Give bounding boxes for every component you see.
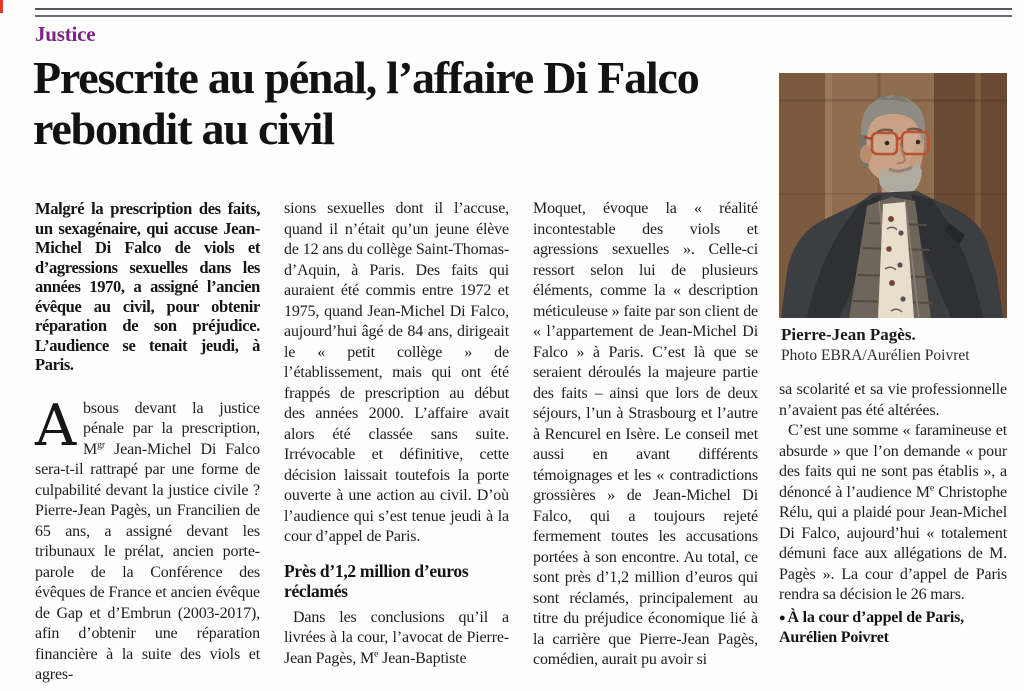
body-paragraph-col2b xyxy=(284,608,509,670)
body-paragraph-col2: sions sexuelles dont il l’accuse, quand il n’était qu’un jeune élève de 12 ans du collège Saint-Thomas-d’Aquin, à Paris. Des faits qui auraient été commis entre 1972 et 1975, quand Jean-Michel Di Falco, aujourd’hui âgé de 84 ans, dirigeait le « petit collège » de l’établissement, mais qui ont été frappés de prescription au début des années 2000. L’affaire avait alors été classée sans suite. Irrévocable et définitive, cette décision laissait toutefois la porte ouverte à une action au civil. D’où l’audience qui s’est tenue jeudi à la cour d’appel de Paris. xyxy=(284,200,509,545)
col2b-superscript: e xyxy=(374,648,379,660)
col1-superscript: gr xyxy=(97,439,106,451)
column-2 xyxy=(284,199,509,669)
col2b-text-post: Jean-Baptiste xyxy=(378,649,467,667)
body-paragraph-col4a: sa scolarité et sa vie professionnelle n’avaient pas été altérées. xyxy=(779,381,1007,419)
drop-cap: A xyxy=(35,392,77,459)
col2b-text-pre: Dans les conclusions qu’il a livrées à la cour, l’avocat de Pierre-Jean Pagès, M xyxy=(284,608,509,667)
portrait-photo xyxy=(779,73,1007,318)
byline-text: À la cour d’appel de Paris, Aurélien Poivret xyxy=(779,608,964,646)
article-headline: Prescrite au pénal, l’affaire Di Falco rebondit au civil xyxy=(33,52,699,154)
col1-text-post: Jean-Michel Di Falco sera-t-il rattrapé par une forme de culpabilité devant la justice civile ? Pierre-Jean Pagès, un Francilien de 65 ans, a assigné devant les tribunaux le prélat, ancien porte-parole de la Conférence des évêques de France et ancien évêque de Gap et d’Embrun (2003-2017), afin d’obtenir une réparation financière à la suite des viols et agres- xyxy=(35,440,260,683)
col4b-superscript: e xyxy=(929,482,935,494)
column-4 xyxy=(779,73,1007,664)
body-paragraph-col1 xyxy=(35,392,260,686)
col1-text-pre: bsous devant la justice pénale par la prescription, M xyxy=(83,399,260,458)
column-3 xyxy=(533,199,758,671)
photo-caption-credit: Photo EBRA/Aurélien Poivret xyxy=(781,347,970,364)
section-kicker: Justice xyxy=(35,22,96,46)
corner-red-mark xyxy=(0,0,3,13)
body-paragraph-col3: Moquet, évoque la « réalité incontestable des viols et agressions sexuelles ». Celle-ci ressort selon lui de plusieurs éléments, comme la « description méticuleuse » faite par son client de « l’appartement de Jean-Michel Di Falco » à Paris. C’est là que se seraient déroulés la majeure partie des faits – ainsi que lors de deux séjours, l’un à Strasbourg et l’autre à Rencurel en Isère. Le conseil met aussi en avant différents témoignages et les « contradictions grossières » de Jean-Michel Di Falco, qui a toujours rejeté fermement toutes les accusations portées à son encontre. Au total, ce sont près d’1,2 million d’euros qui sont réclamés, principalement au titre du préjudice économique lié à la carrière que Pierre-Jean Pagès, comédien, aurait pu avoir si xyxy=(533,200,758,668)
col4b-text-pre: C’est une somme « faramineuse et absurde » que l’on demande « pour des faits qui ne sont pas établis », a dénoncé à l’audience M xyxy=(779,422,1007,501)
byline-bullet-icon: ● xyxy=(779,611,786,624)
byline xyxy=(779,608,1007,648)
photo-caption-name: Pierre-Jean Pagès. xyxy=(781,325,916,344)
body-paragraph-col4b xyxy=(779,421,1007,606)
col4b-text-post: Christophe Rélu, qui a plaidé pour Jean-Michel Di Falco, aujourd’hui « totalement démuni face aux allégations de M. Pagès ». La cour d’appel de Paris rendra sa décision le 26 mars. xyxy=(779,483,1007,603)
crosshead: Près d’1,2 million d’euros réclamés xyxy=(284,560,469,601)
top-double-rule xyxy=(35,8,1012,17)
column-1 xyxy=(35,199,260,686)
column-4-text xyxy=(779,380,1007,648)
lead-paragraph: Malgré la prescription des faits, un sexagénaire, qui accuse Jean-Michel Di Falco de viols et d’agressions sexuelles dans les années 1970, a assigné l’ancien évêque au civil, pour obtenir réparation de son préjudice. L’audience se tenait jeudi, à Paris. xyxy=(35,199,260,374)
